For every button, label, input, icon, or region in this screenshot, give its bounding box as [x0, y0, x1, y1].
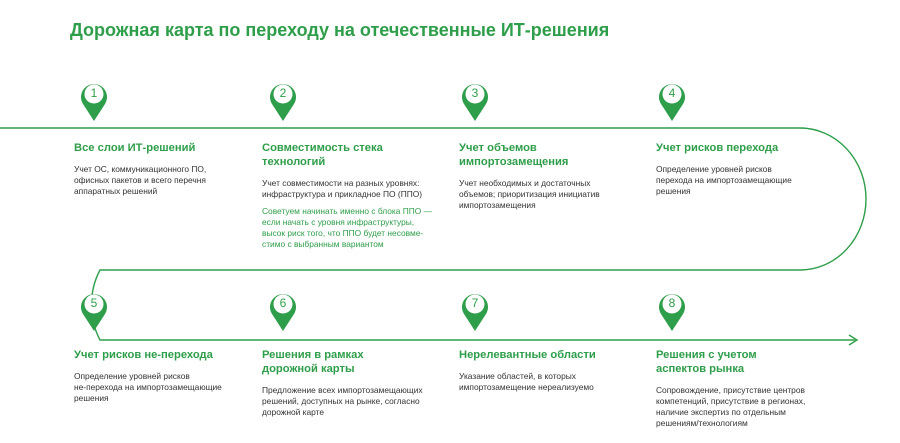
step-7-number: 7 [471, 296, 479, 310]
step-6-number: 6 [279, 296, 287, 310]
step-1 [74, 141, 244, 197]
step-8 [656, 348, 826, 429]
step-1-text: Учет ОС, коммуникационного ПО, офисных пакетов и всего перечня аппаратных решений [74, 164, 207, 196]
step-4 [656, 141, 826, 197]
step-2-number: 2 [279, 86, 287, 100]
step-6-text: Предложение всех импортозамещающих решений, доступных на рынке, согласно дорожной карте [262, 385, 423, 417]
step-4-number: 4 [668, 86, 676, 100]
step-6-title: Решения в рамках дорожной карты [262, 349, 364, 375]
step-2-title: Совместимость стека технологий [262, 142, 383, 168]
step-4-marker [657, 80, 687, 122]
step-3-title: Учет объемов импортозамещения [459, 142, 569, 168]
step-1-title: Все слои ИТ-решений [74, 142, 196, 154]
step-3-marker [460, 80, 490, 122]
step-5-marker [79, 290, 109, 332]
step-6-marker [268, 290, 298, 332]
step-1-number: 1 [90, 86, 98, 100]
step-4-text: Определение уровней рисков перехода на импортозамещающие решения [656, 164, 792, 196]
step-7-text: Указание областей, в которых импортозамещение нереализуемо [459, 371, 594, 392]
step-3-number: 3 [471, 86, 479, 100]
step-2-marker [268, 80, 298, 122]
step-7-marker [460, 290, 490, 332]
step-8-number: 8 [668, 296, 676, 310]
step-2-text: Учет совместимости на разных уровнях: инфраструктура и прикладное ПО (ППО) [262, 178, 423, 199]
step-1-marker [79, 80, 109, 122]
step-3 [459, 141, 629, 211]
step-2-note: Советуем начинать именно с блока ППО — если начать с уровня инфраструктуры, высок риск того, что ППО будет несовме- стимо с выбранным вариантом [262, 206, 432, 249]
step-6 [262, 348, 432, 418]
step-5-number: 5 [90, 296, 98, 310]
step-5-text: Определение уровней рисков не-перехода на импортозамещающие решения [74, 371, 222, 403]
step-8-text: Сопровождение, присутствие центров компетенций, присутствие в регионах, наличие экспертиз по отдельным решениям/технологиям [656, 385, 806, 428]
step-5-title: Учет рисков не-перехода [74, 349, 213, 361]
step-4-title: Учет рисков перехода [656, 142, 779, 154]
page-title: Дорожная карта по переходу на отечественные ИТ-решения [70, 20, 610, 40]
step-7-title: Нерелевантные области [459, 349, 596, 361]
step-2 [262, 141, 442, 250]
step-8-marker [657, 290, 687, 332]
step-3-text: Учет необходимых и достаточных объемов; приоритизация инициатив импортозамещения [459, 178, 600, 210]
step-7 [459, 348, 629, 393]
step-5 [74, 348, 244, 404]
step-8-title: Решения с учетом аспектов рынка [656, 349, 757, 375]
